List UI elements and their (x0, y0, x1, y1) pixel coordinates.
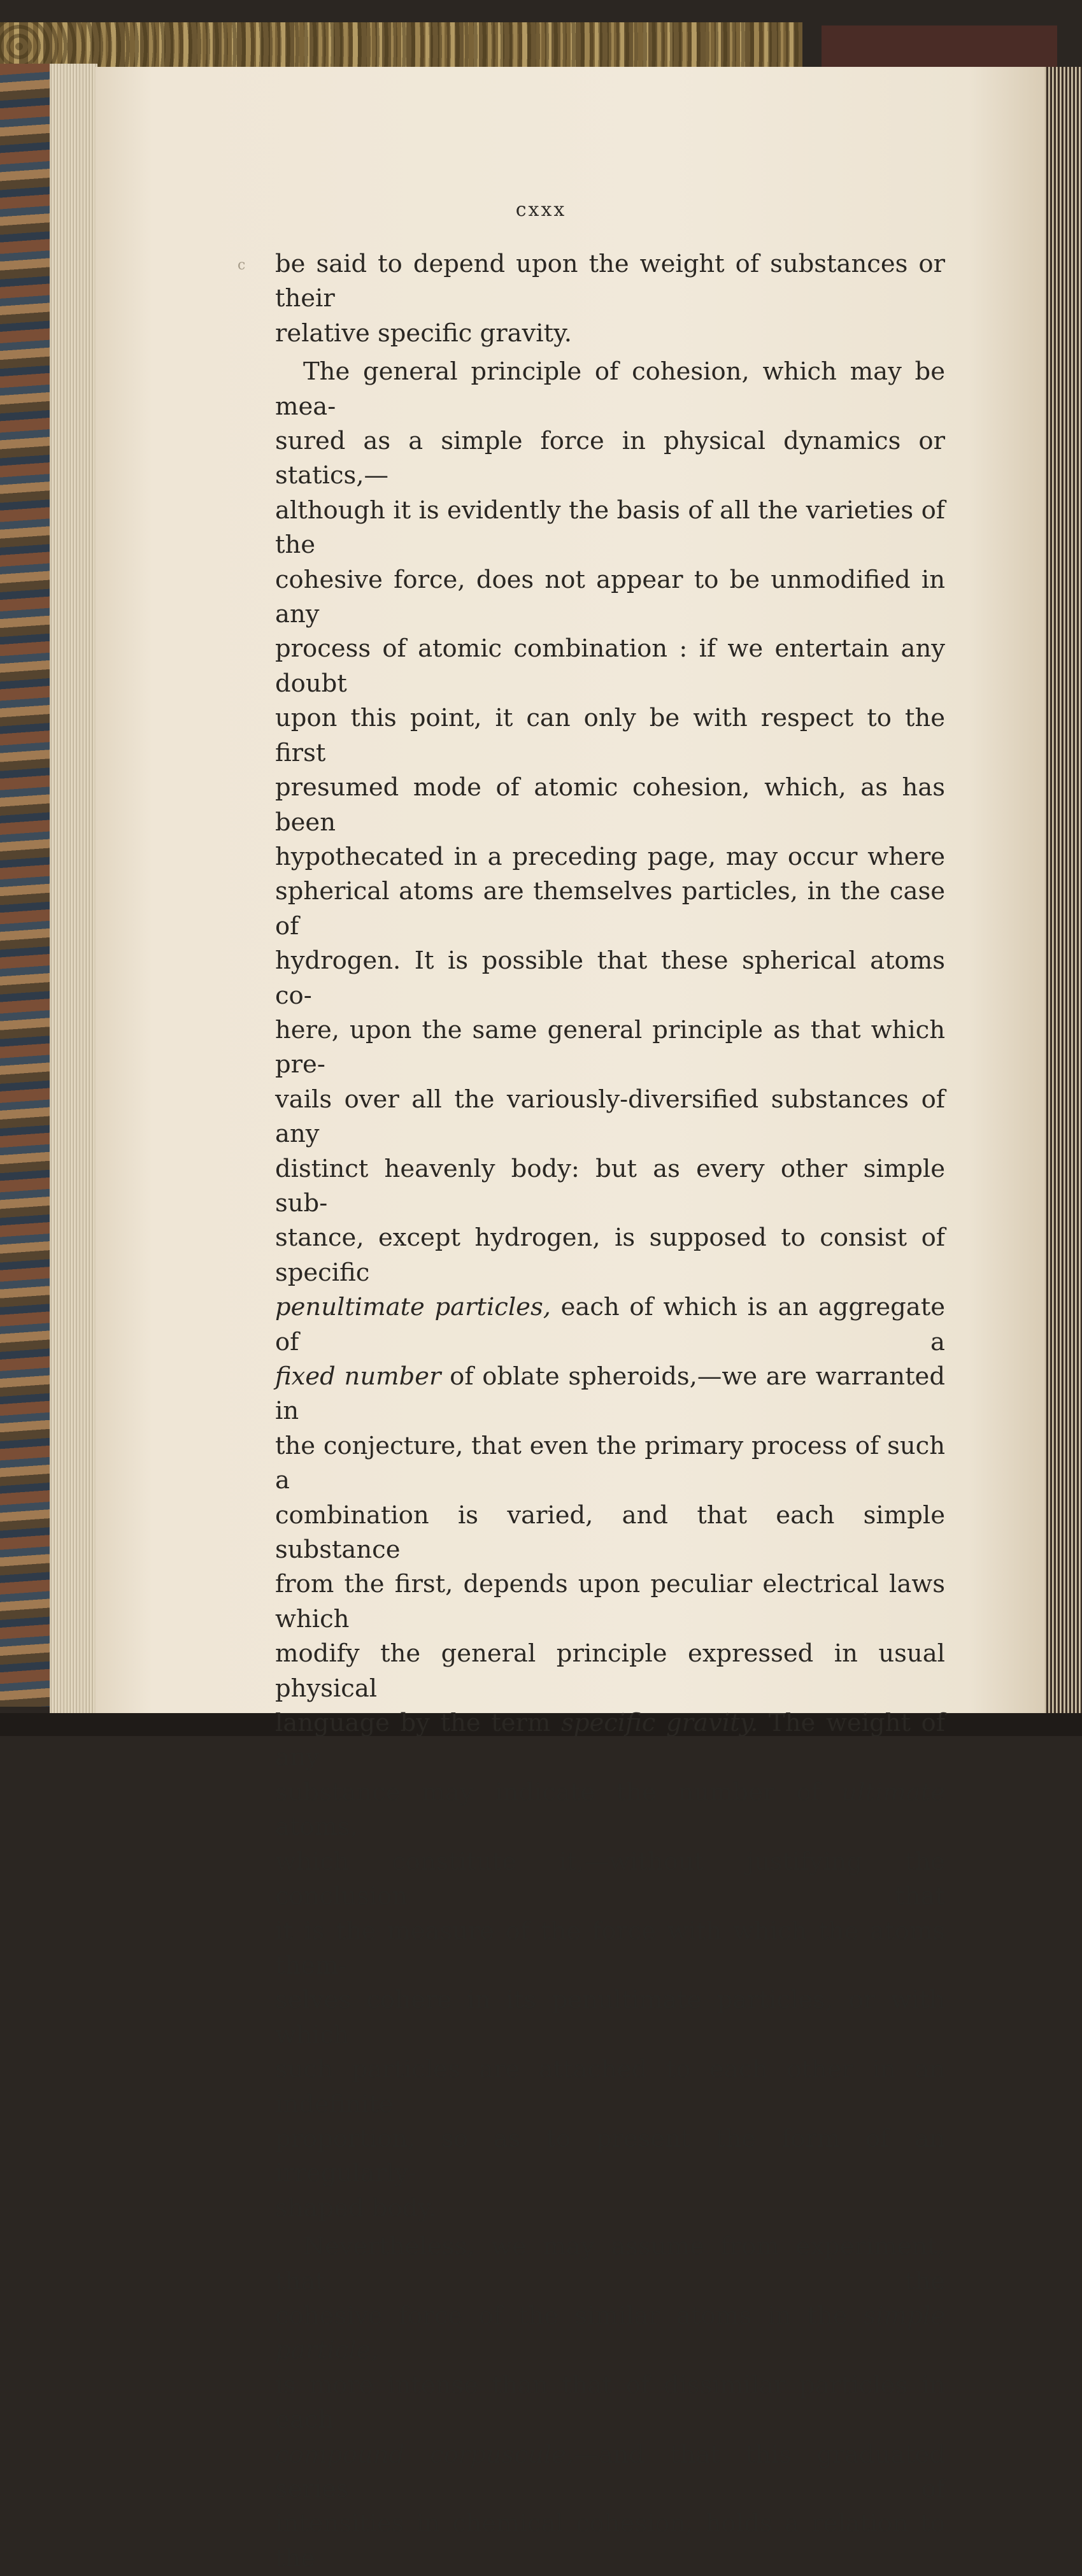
italic-run: fixed number (275, 1362, 441, 1391)
text-line (275, 2299, 945, 2368)
text-line (275, 424, 945, 494)
text-run: which constitute it,—without justifying the conclusion that (275, 1847, 945, 1911)
page-number: cxxx (515, 199, 567, 221)
text-line (275, 1221, 945, 1290)
text-line (275, 247, 945, 317)
text-line (275, 317, 945, 351)
page-stack-left (50, 64, 97, 1719)
text-run: Nevertheless, we may assume from experiment, that the (275, 2232, 945, 2296)
italic-run: compound corpuscule, (275, 2440, 574, 2469)
text-line (275, 701, 945, 771)
text-line (275, 355, 945, 424)
text-run: shaped body. (275, 2193, 437, 2223)
text-line (275, 494, 945, 563)
text-line (275, 1567, 945, 1637)
text-line (275, 632, 945, 701)
text-run: distinct heavenly body: but as every other simple sub- (275, 1154, 945, 1218)
italic-run: ultimate (841, 1777, 945, 1807)
text-run: atoms, (275, 1812, 359, 1842)
text-run: the conjecture, that even the primary process of such a (275, 1431, 945, 1495)
text-run: —and that this graduated series of (275, 2440, 945, 2503)
text-line (275, 771, 945, 840)
text-run: such particles are attached to each other in an indefinite (275, 2055, 945, 2119)
page-stack-right (1044, 67, 1082, 1713)
text-run: cohesive force of the similar atoms in the (275, 2301, 864, 2330)
italic-run: penultimate particles, (275, 1293, 551, 1322)
text-run: intensities in chemical cohesion, holds a relation to the (275, 2509, 945, 2573)
text-run: relative specific gravity. (275, 318, 572, 348)
text-run: spherical atoms are themselves particles, in the case of (275, 877, 945, 941)
text-run: here, upon the same general principle as that which pre- (275, 1015, 945, 1079)
text-run: it is the measure of the force with which the atoms them- (275, 1916, 945, 1980)
text-line (275, 840, 945, 874)
text-run: The general principle of cohesion, which may be mea- (275, 357, 945, 421)
italic-run: specific gravity. (561, 1709, 758, 1738)
text-line (275, 1637, 945, 1706)
book-cover-corner (822, 25, 1057, 70)
text-line (275, 1983, 945, 2053)
text-line (275, 1429, 945, 1498)
text-line (275, 1914, 945, 1984)
text-line (275, 1706, 945, 1775)
text-line (275, 1498, 945, 1568)
text-line (275, 1360, 945, 1429)
text-line (275, 1775, 945, 1845)
text-run: hydrogen. It is possible that these spherical atoms co- (275, 946, 945, 1010)
text-line (275, 1845, 945, 1914)
text-line (275, 2438, 945, 2507)
text-line (275, 1152, 945, 1221)
text-line (275, 1083, 945, 1152)
text-line (275, 2507, 945, 2576)
text-run: each of which is an aggregate of a (275, 1293, 946, 1356)
text-run: modify the general principle expressed in usual physical (275, 1639, 945, 1703)
text-run: cohesive force, does not appear to be unmodified in any (275, 565, 945, 629)
text-line (275, 944, 945, 1013)
text-line (275, 2053, 945, 2122)
text-run: upon this point, it can only be with respect to the first (275, 704, 945, 767)
text-line (275, 2122, 945, 2191)
text-line (275, 874, 945, 944)
text-run: selves cohere in its penultimate particles, or with which (275, 1986, 945, 2049)
text-run: language by the term (275, 1709, 562, 1738)
text-line (275, 1290, 945, 1360)
text-run: proportion, so as to present the form of an irregularly- (275, 2124, 945, 2188)
margin-mark: c (238, 257, 246, 273)
text-line (275, 1013, 945, 1083)
text-run: be said to depend upon the weight of substances or their (275, 250, 945, 313)
italic-run: simple particle, (275, 2301, 945, 2365)
text-run: hypothecated in a preceding page, may occur where (275, 842, 945, 871)
text-line (275, 563, 945, 632)
text-run: although it is evidently the basis of all the varieties of the (275, 495, 945, 560)
text-run: of oblate spheroids,—we are warranted in (275, 1362, 945, 1426)
text-run: process of atomic combination : if we entertain any doubt (275, 634, 945, 698)
marbled-edge (0, 64, 50, 1707)
gilt-ornamental-band (0, 22, 802, 72)
text-run: presumed mode of atomic cohesion, which, as has been (275, 773, 945, 837)
body-text (275, 247, 945, 2576)
text-run: from the first, depends upon peculiar electrical laws which (275, 1570, 945, 1633)
text-run: vails over all the variously-diversified substances of any (275, 1085, 945, 1149)
text-run: sured as a simple force in physical dynamics or statics,— (275, 427, 945, 490)
text-line (275, 2191, 945, 2226)
text-run: is more intense than that of dissimilar particles in each (275, 2370, 945, 2435)
text-line (275, 2230, 945, 2299)
text-run: stance, except hydrogen, is supposed to consist of specific (275, 1223, 945, 1287)
text-run: combination is varied, and that each simple substance (275, 1500, 945, 1565)
text-line (275, 2368, 945, 2438)
text-run: The weight of any (275, 1709, 945, 1772)
text-run: substance may indicate the number of (275, 1777, 842, 1807)
